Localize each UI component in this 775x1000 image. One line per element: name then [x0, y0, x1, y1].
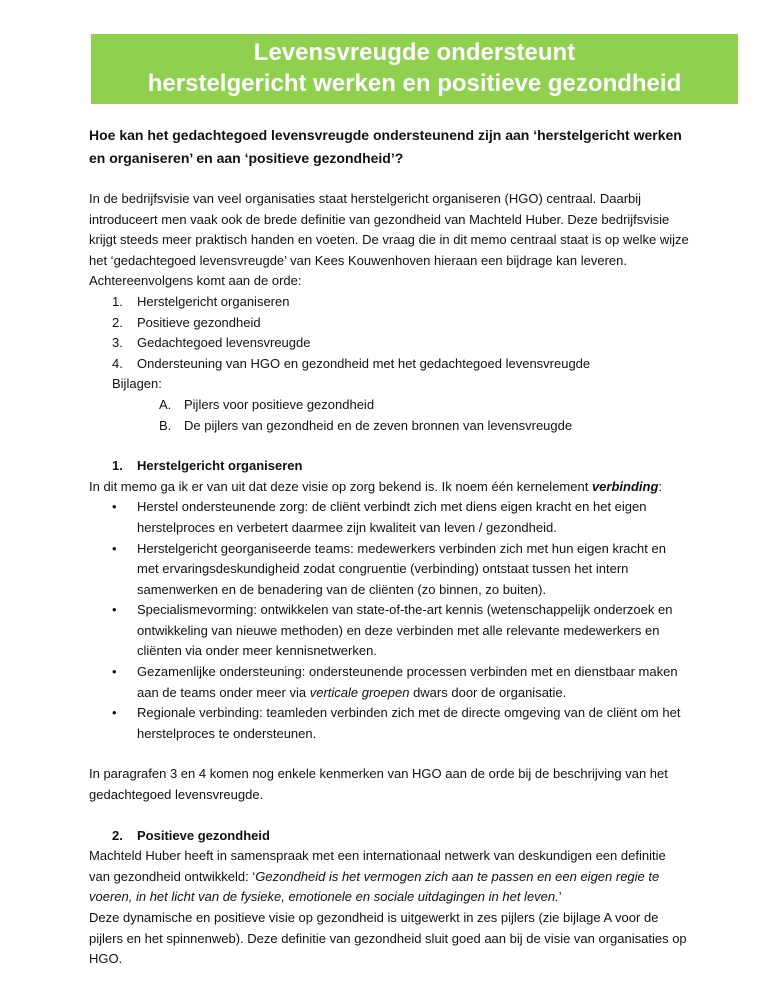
title-line-1: Levensvreugde ondersteunt: [253, 39, 576, 66]
bullet-text-end: dwars door de organisatie.: [409, 684, 567, 700]
section-title: Herstelgericht organiseren: [137, 458, 303, 474]
contents-label: Gedachtegoed levensvreugde: [137, 335, 311, 351]
bullet-text: Herstel ondersteunende zorg: de cliënt verbindt zich met diens eigen kracht en het eigen herstelproces en verbetert daarmee zijn kwaliteit van leven / gezondheid.: [137, 499, 647, 535]
contents-list: [89, 292, 689, 374]
contents-number: 1.: [112, 293, 123, 309]
intro-paragraph: In de bedrijfsvisie van veel organisaties staat herstelgericht organiseren (HGO) centraal. Daarbij introduceert men vaak ook de brede definitie van gezondheid van Machteld Huber. Deze bedrijfsvisie krijgt steeds meer praktisch handen en voeten. De vraag die in dit memo centraal staat is op welke wijze het ‘gedachtegoed levensvreugde’ van Kees Kouwenhoven hieraan een bijdrage kan leveren. Achtereenvolgens komt aan de orde:: [89, 191, 689, 289]
appendix-label: Bijlagen:: [112, 376, 162, 392]
appendix-item: [159, 395, 689, 416]
central-question: Hoe kan het gedachtegoed levensvreugde ondersteunend zijn aan ‘herstelgericht werken en organiseren’ en aan ‘positieve gezondheid’?: [89, 127, 682, 166]
paragraph-text: Machteld Huber heeft in samenspraak met een internationaal netwerk van deskundigen een definitie van gezondheid ontwikkeld: ‘: [89, 848, 666, 884]
bullet-icon: •: [112, 540, 117, 556]
section-number: 1.: [112, 458, 123, 474]
quote-end: ’: [558, 889, 562, 905]
section-2-heading: [89, 826, 689, 847]
appendix-item: [159, 416, 689, 437]
section-2-paragraph-1: [89, 846, 689, 908]
lead-text: In dit memo ga ik er van uit dat deze visie op zorg bekend is. Ik noem één kernelement: [89, 478, 592, 494]
title-banner: [91, 34, 738, 104]
title-line-2: herstelgericht werken en positieve gezondheid: [147, 70, 682, 97]
lead-colon: :: [658, 478, 663, 494]
list-item: [112, 497, 689, 538]
contents-number: 3.: [112, 335, 123, 351]
contents-item: [112, 313, 689, 334]
list-item: [112, 703, 689, 744]
contents-number: 4.: [112, 355, 123, 371]
appendix-title: De pijlers van gezondheid en de zeven bronnen van levensvreugde: [184, 417, 573, 433]
health-definition-quote: Gezondheid is het vermogen zich aan te passen en een eigen regie te voeren, in het licht van de fysieke, emotionele en sociale uitdagingen in het leven.: [89, 868, 660, 905]
italic-phrase: verticale groepen: [309, 684, 410, 700]
bullet-text: Herstelgericht georganiseerde teams: medewerkers verbinden zich met hun eigen kracht en met ervaringsdeskundigheid zodat congruentie (verbinding) ontstaat tussen het intern samenwerken en de benadering van de cliënten (zo binnen, zo buiten).: [137, 540, 666, 597]
contents-label: Ondersteuning van HGO en gezondheid met het gedachtegoed levensvreugde: [137, 355, 591, 371]
contents-item: [112, 354, 689, 375]
list-item: [112, 662, 689, 703]
section-number: 2.: [112, 827, 123, 843]
section-2-paragraph-2: Deze dynamische en positieve visie op gezondheid is uitgewerkt in zes pijlers (zie bijlage A voor de pijlers en het spinnenweb). Deze definitie van gezondheid sluit goed aan bij de visie van organisaties op HGO.: [89, 910, 687, 967]
bullet-icon: •: [112, 499, 117, 515]
contents-label: Positieve gezondheid: [137, 314, 261, 330]
kernelement-list: [89, 497, 689, 744]
emphasis-verbinding: verbinding: [591, 478, 659, 494]
bullet-text: Regionale verbinding: teamleden verbinden zich met de directe omgeving van de cliënt om het herstelproces te ondersteunen.: [137, 705, 681, 741]
section-title: Positieve gezondheid: [137, 827, 270, 843]
contents-item: [112, 333, 689, 354]
section-1-closing: In paragrafen 3 en 4 komen nog enkele kenmerken van HGO aan de orde bij de beschrijving van het gedachtegoed levensvreugde.: [89, 766, 668, 803]
bullet-text: Specialismevorming: ontwikkelen van state-of-the-art kennis (wetenschappelijk onderzoek en ontwikkeling van nieuwe methoden) en deze verbinden met alle relevante medewerkers en cliënten via onder meer kennisnetwerken.: [137, 602, 673, 659]
section-1-heading: [89, 456, 689, 477]
document-body: [89, 124, 689, 970]
bullet-icon: •: [112, 705, 117, 721]
contents-number: 2.: [112, 314, 123, 330]
appendix-letter: B.: [159, 417, 172, 433]
appendix-list: [89, 395, 689, 436]
list-item: [112, 600, 689, 662]
bullet-icon: •: [112, 664, 117, 680]
appendix-title: Pijlers voor positieve gezondheid: [184, 396, 375, 412]
bullet-text: [137, 662, 689, 703]
bullet-icon: •: [112, 602, 117, 618]
appendix-letter: A.: [159, 396, 172, 412]
contents-label: Herstelgericht organiseren: [137, 293, 290, 309]
bullet-text-start: Gezamenlijke ondersteuning: ondersteunende processen verbinden met en dienstbaar maken aan de teams onder meer via: [137, 664, 678, 700]
contents-item: [112, 292, 689, 313]
section-1-lead: [89, 477, 689, 498]
list-item: [112, 539, 689, 601]
